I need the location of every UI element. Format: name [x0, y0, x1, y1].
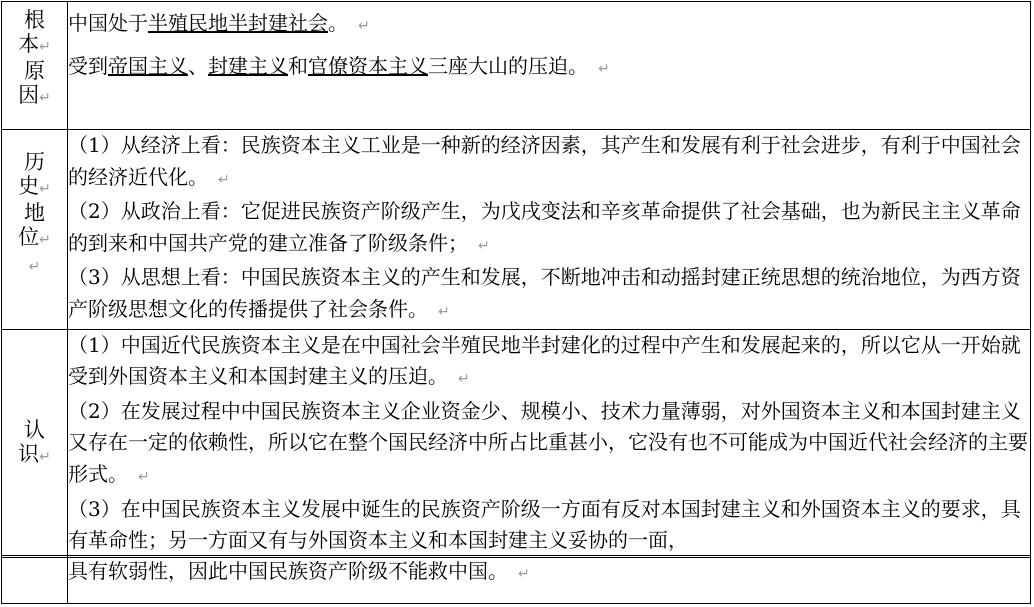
return-mark-icon: ↵ [358, 18, 370, 34]
paragraph: （2）在发展过程中中国民族资本主义企业资金少、规模小、技术力量薄弱，对外国资本主义和本国封建主义又存在一定的依赖性，所以它在整个国民经济中所占比重甚小，它没有也不可能成为中国近代社会经济的主要形式。 ↵ [68, 398, 1028, 486]
paragraph: （3）从思想上看：中国民族资本主义的产生和发展，不断地冲击和动摇封建正统思想的统治地位，为西方资产阶级思想文化的传播提供了社会条件。 ↵ [68, 265, 1021, 321]
label-char: 本↵ [18, 32, 51, 56]
summary-table [1, 1, 1031, 558]
return-mark-icon: ↵ [518, 566, 530, 582]
return-mark-icon: ↵ [218, 171, 230, 188]
label-char: 位↵ [18, 225, 51, 249]
return-mark-icon: ↵ [598, 60, 610, 77]
table-row [2, 556, 1031, 604]
paragraph: 中国处于半殖民地半封建社会。 ↵ [68, 11, 370, 35]
label-char: 识↵ [18, 441, 51, 466]
summary-table-continued [1, 555, 1031, 604]
label-char: 地 [24, 201, 45, 225]
label-char: 历 [24, 150, 45, 174]
label-char: 史↵ [18, 174, 51, 198]
paragraph: 受到帝国主义、封建主义和官僚资本主义三座大山的压迫。 ↵ [68, 53, 610, 78]
return-mark-icon: ↵ [438, 303, 450, 320]
row-label-cell [2, 130, 68, 330]
return-mark-icon: ↵ [138, 468, 150, 485]
paragraph: （3）在中国民族资本主义发展中诞生的民族资产阶级一方面有反对本国封建主义和外国资本主义的要求，具有革命性；另一方面又有与外国资本主义和本国封建主义妥协的一面， [68, 496, 1021, 553]
row-content-cell [68, 556, 1031, 604]
return-mark-icon: ↵ [478, 237, 490, 254]
paragraph: （2）从政治上看：它促进民族资产阶级产生，为戊戌变法和辛亥革命提供了社会基础，也为新民主主义革命的到来和中国共产党的建立准备了阶级条件； ↵ [68, 199, 1021, 255]
row-label-cell [2, 556, 68, 604]
row-content-cell [68, 2, 1031, 130]
table-row [2, 329, 1031, 557]
return-mark-icon: ↵ [28, 259, 41, 275]
label-char: 根 [24, 8, 45, 32]
return-mark-icon: ↵ [458, 371, 470, 388]
row-content-cell [68, 329, 1031, 557]
label-char: 认 [24, 417, 45, 442]
paragraph: （1）中国近代民族资本主义是在中国社会半殖民地半封建化的过程中产生和发展起来的，所以它从一开始就受到外国资本主义和本国封建主义的压迫。 ↵ [68, 332, 1021, 389]
row-label-cell [2, 329, 68, 557]
table-row [2, 2, 1031, 130]
row-label-cell [2, 2, 68, 130]
row-content-cell [68, 130, 1031, 330]
table-row [2, 130, 1031, 330]
paragraph: 具有软弱性，因此中国民族资产阶级不能救中国。 ↵ [68, 559, 530, 583]
paragraph: （1）从经济上看：民族资本主义工业是一种新的经济因素，其产生和发展有利于社会进步，有利于中国社会的经济近代化。 ↵ [68, 133, 1021, 189]
label-char: 原 [24, 59, 45, 83]
label-char: 因↵ [18, 83, 51, 107]
